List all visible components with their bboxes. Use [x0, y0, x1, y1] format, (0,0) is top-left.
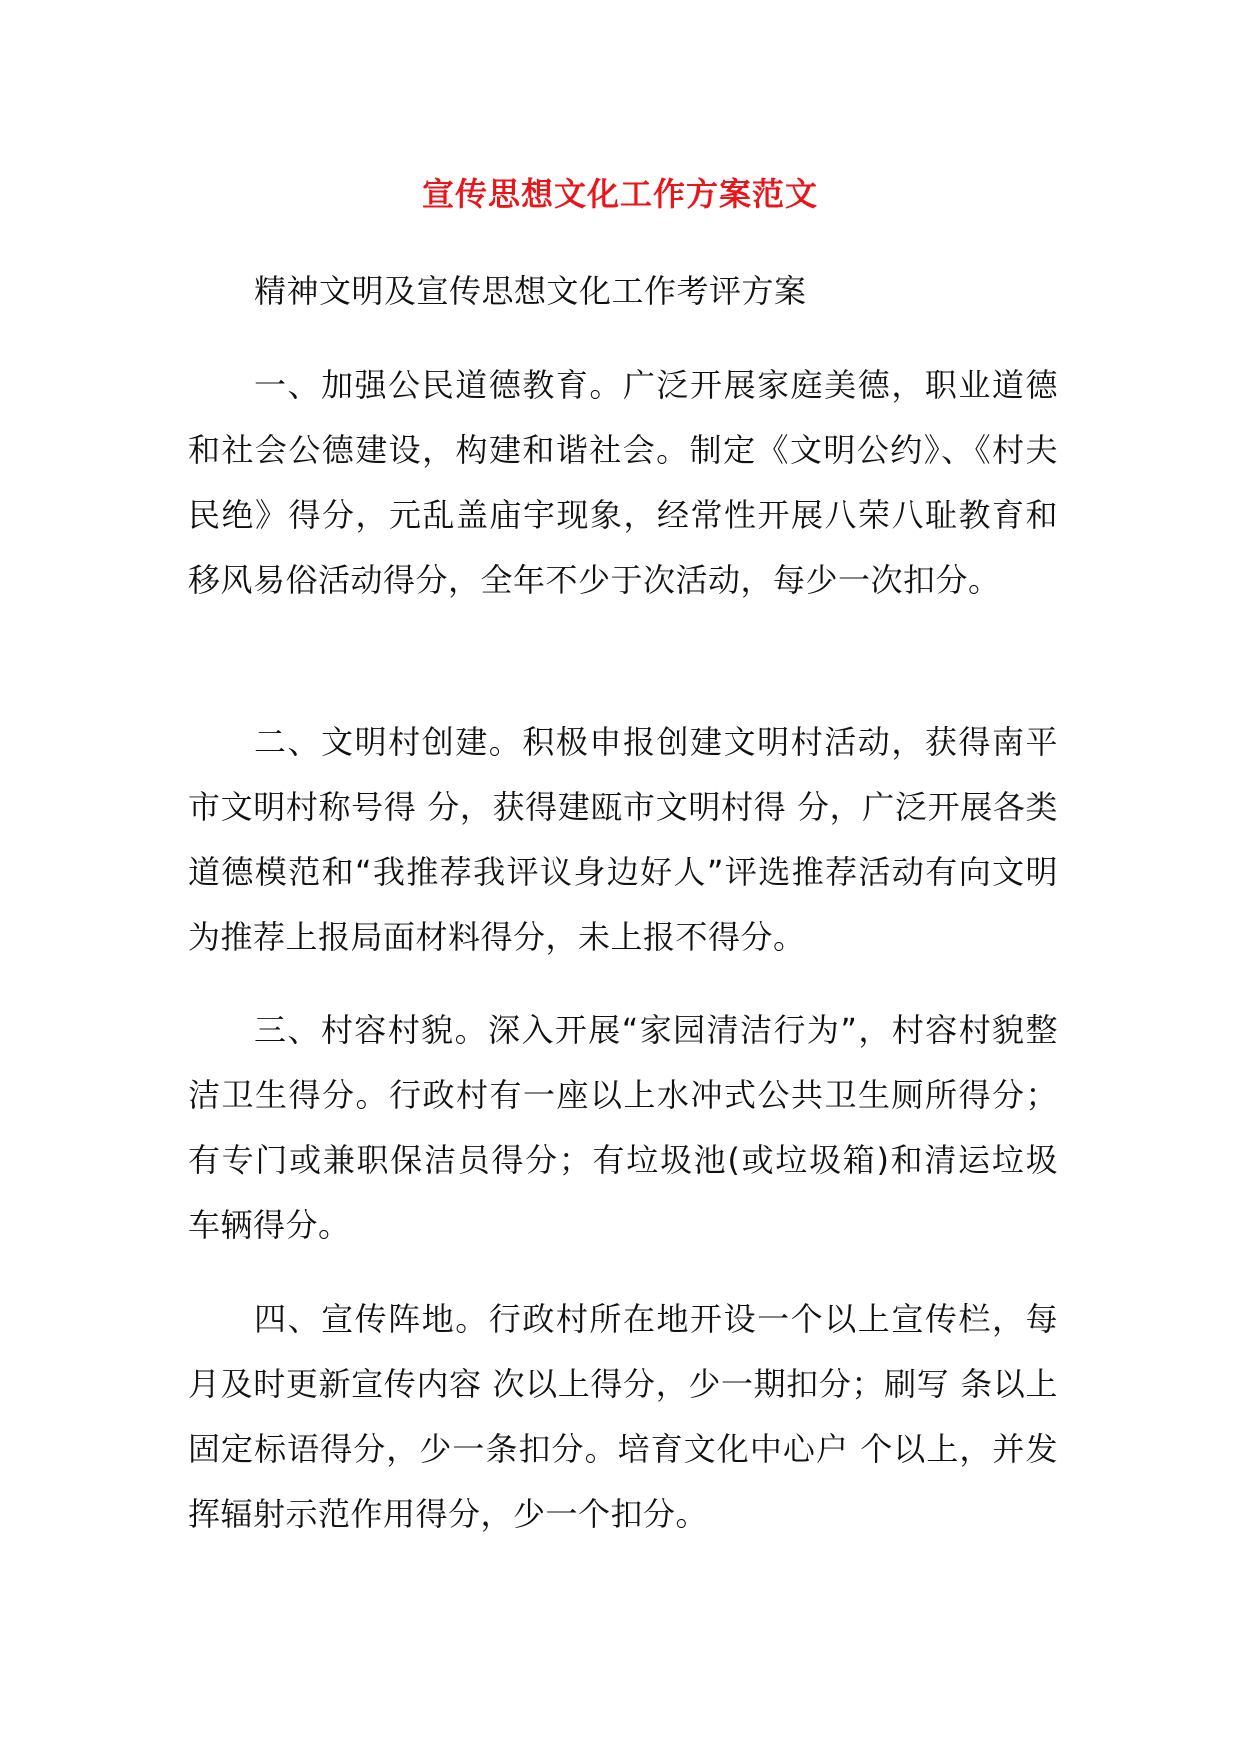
paragraph-1: 一、加强公民道德教育。广泛开展家庭美德，职业道德和社会公德建设，构建和谐社会。制定《文明公约》、《村夫民绝》得分，元乱盖庙宇现象，经常性开展八荣八耻教育和移风易俗活动得分，全年不少于次活动，每少一次扣分。: [188, 366, 1058, 599]
paragraph-3: 三、村容村貌。深入开展“家园清洁行为”，村容村貌整洁卫生得分。行政村有一座以上水冲式公共卫生厕所得分；有专门或兼职保洁员得分；有垃圾池(或垃圾箱)和清运垃圾车辆得分。: [188, 1011, 1058, 1244]
document-subtitle: 精神文明及宣传思想文化工作考评方案: [254, 272, 807, 310]
paragraph-2: 二、文明村创建。积极申报创建文明村活动，获得南平市文明村称号得 分，获得建瓯市文明村得 分，广泛开展各类道德模范和“我推荐我评议身边好人”评选推荐活动有向文明为推荐上报局面材料得分，未上报不得分。: [188, 723, 1058, 956]
document-title: 宣传思想文化工作方案范文: [421, 175, 818, 213]
paragraph-4: 四、宣传阵地。行政村所在地开设一个以上宣传栏，每月及时更新宣传内容 次以上得分，少一期扣分；刷写 条以上固定标语得分，少一条扣分。培育文化中心户 个以上，并发挥辐射示范作用得分，少一个扣分。: [188, 1300, 1058, 1533]
